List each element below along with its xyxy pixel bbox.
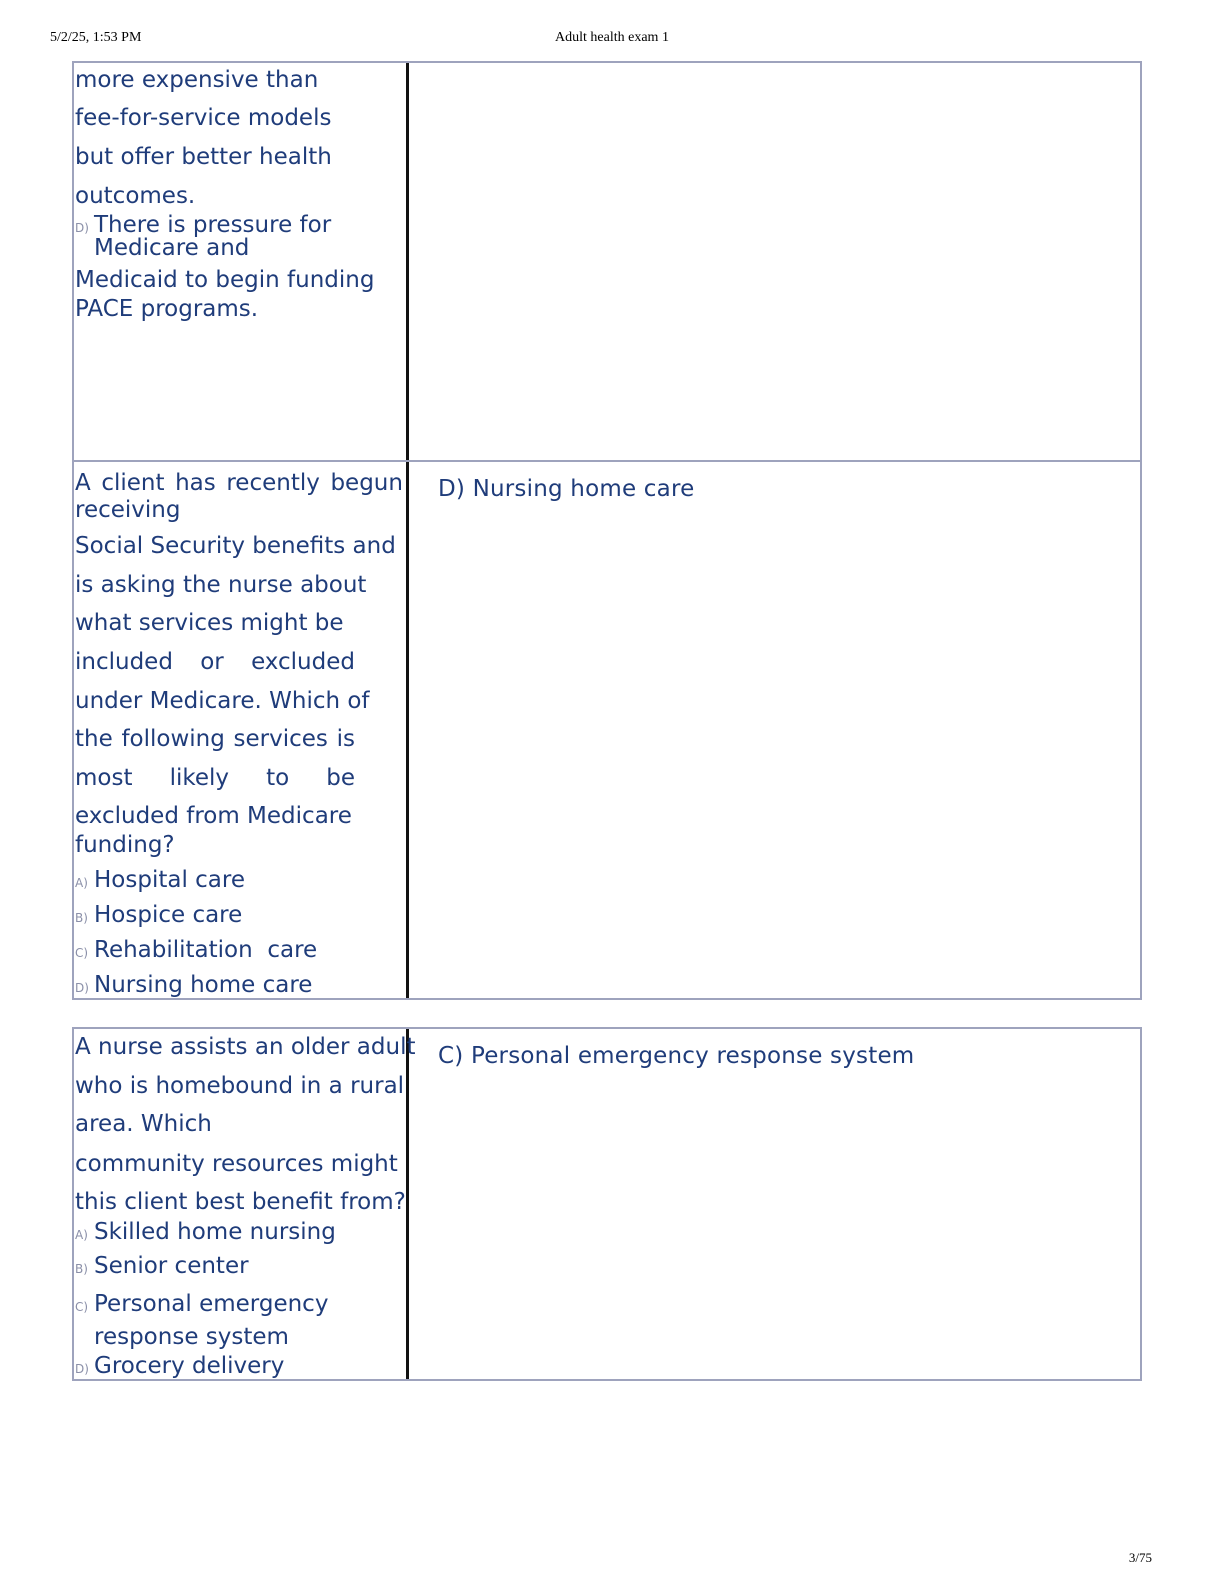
question-line: [75, 470, 403, 496]
option-continuation: Medicaid to begin funding: [75, 267, 375, 293]
question-line: [75, 765, 355, 791]
print-datetime: 5/2/25, 1:53 PM: [50, 30, 142, 45]
question-cell: [74, 462, 409, 998]
question-cell: [74, 63, 409, 460]
option-text: There is pressure for: [94, 212, 332, 238]
option-letter: C): [75, 1300, 89, 1314]
option-c: [75, 937, 317, 963]
word: begun: [330, 470, 403, 496]
word: the: [75, 726, 113, 752]
answer-text: D) Nursing home care: [438, 476, 695, 502]
word: included: [75, 649, 173, 675]
question-line: Social Security benefits and: [75, 533, 396, 559]
question-line: this client best benefit from?: [75, 1189, 406, 1215]
question-cell: [74, 1029, 416, 1379]
option-d: [75, 212, 332, 261]
question-line: under Medicare. Which of: [75, 688, 370, 714]
word: services: [233, 726, 328, 752]
word: has: [175, 470, 216, 496]
question-line: A nurse assists an older adult: [75, 1034, 416, 1060]
option-letter: C): [75, 946, 89, 960]
option-text: Medicare and: [94, 235, 250, 261]
word: or: [200, 649, 224, 675]
word: likely: [169, 765, 229, 791]
option-text: Hospital care: [94, 867, 245, 893]
answer-text: C) Personal emergency response system: [438, 1043, 915, 1069]
option-letter: B): [75, 911, 88, 925]
option-text: Senior center: [94, 1253, 249, 1279]
option-text: response system: [94, 1324, 289, 1350]
question-line: what services might be: [75, 610, 344, 636]
word: recently: [226, 470, 320, 496]
question-line: fee-for-service models: [75, 105, 332, 131]
option-text: Hospice care: [94, 902, 243, 928]
word: client: [101, 470, 165, 496]
question-line: community resources might: [75, 1151, 398, 1177]
option-letter: D): [75, 221, 89, 235]
option-text: Personal emergency: [94, 1291, 329, 1317]
question-line: [75, 726, 355, 752]
question-line: outcomes.: [75, 183, 196, 209]
option-letter: D): [75, 981, 89, 995]
word: A: [75, 470, 91, 496]
option-b: [75, 902, 242, 928]
word: excluded: [251, 649, 355, 675]
flashcard: [72, 1027, 1142, 1381]
option-letter: B): [75, 1262, 88, 1276]
word: following: [121, 726, 225, 752]
word: to: [266, 765, 290, 791]
page-number: 3/75: [1128, 1550, 1152, 1565]
option-b: [75, 1253, 249, 1279]
word: be: [326, 765, 355, 791]
option-continuation: PACE programs.: [75, 296, 259, 322]
option-d: [75, 972, 312, 998]
document-title: Adult health exam 1: [555, 30, 669, 45]
option-letter: A): [75, 876, 88, 890]
word: is: [336, 726, 355, 752]
option-text: Nursing home care: [94, 972, 313, 998]
option-letter: D): [75, 1362, 89, 1376]
question-line: more expensive than: [75, 67, 319, 93]
question-line: funding?: [75, 832, 175, 858]
option-text: Grocery delivery: [94, 1353, 285, 1379]
option-letter: A): [75, 1228, 88, 1242]
question-line: area. Which: [75, 1111, 212, 1137]
option-c: [75, 1289, 328, 1352]
question-line: receiving: [75, 497, 181, 523]
option-text: Skilled home nursing: [94, 1219, 336, 1245]
question-line: is asking the nurse about: [75, 572, 367, 598]
flashcard: [72, 460, 1142, 1000]
question-line: [75, 649, 355, 675]
option-a: [75, 1219, 336, 1245]
question-line: who is homebound in a rural: [75, 1073, 405, 1099]
question-line: excluded from Medicare: [75, 803, 352, 829]
option-d: [75, 1353, 284, 1379]
option-text: Rehabilitation care: [94, 937, 318, 963]
question-line: but offer better health: [75, 144, 332, 170]
option-a: [75, 867, 245, 893]
flashcard-continued: [72, 61, 1142, 462]
word: most: [75, 765, 133, 791]
